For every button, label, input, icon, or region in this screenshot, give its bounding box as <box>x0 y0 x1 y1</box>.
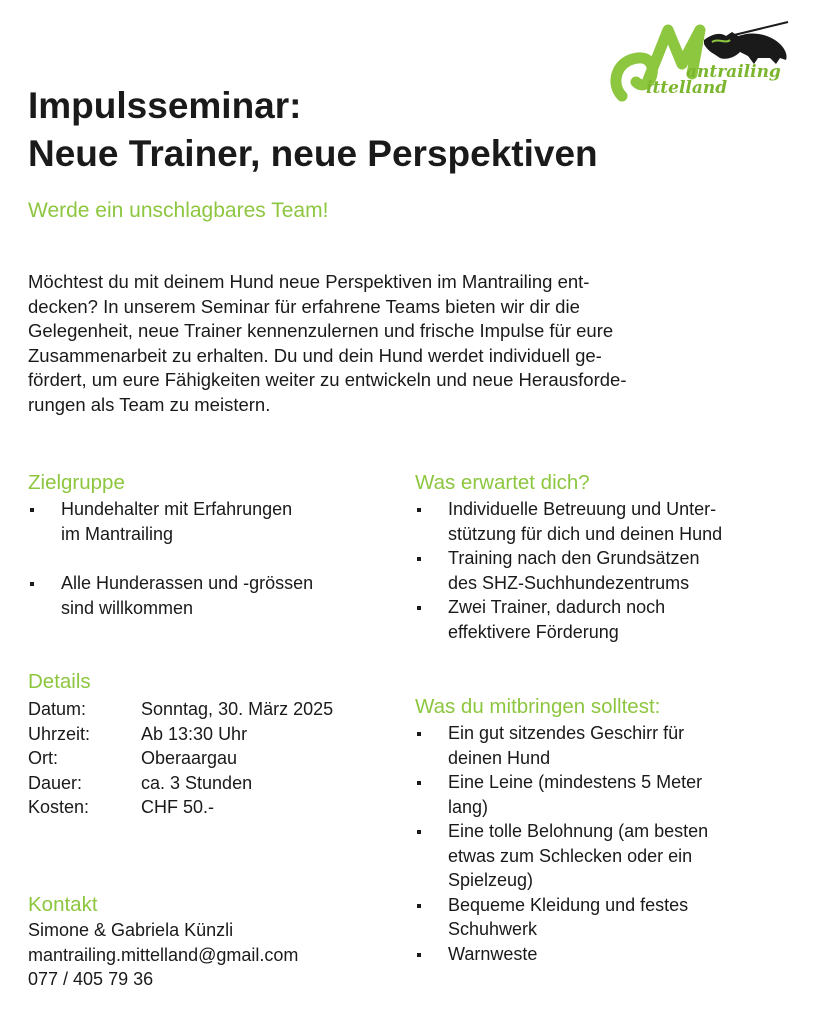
intro-line: rungen als Team zu meistern. <box>28 393 271 415</box>
details-label: Dauer: <box>28 772 83 793</box>
intro-line: Möchtest du mit deinem Hund neue Perspektiven im Mantrailing ent- <box>28 271 590 292</box>
details-heading: Details <box>28 670 91 693</box>
intro-paragraph <box>28 270 788 417</box>
details-value: Ab 13:30 Uhr <box>141 723 248 744</box>
list-item: Individuelle Betreuung und Unter- stützung für dich und deinen Hund <box>415 497 722 546</box>
details-row <box>28 771 333 796</box>
list-item: Bequeme Kleidung und festes Schuhwerk <box>415 893 708 942</box>
dog-icon <box>704 32 787 64</box>
erwartet-heading: Was erwartet dich? <box>415 471 590 494</box>
mitbringen-heading: Was du mitbringen solltest: <box>415 695 661 718</box>
details-label: Ort: <box>28 748 58 768</box>
page-title <box>28 82 598 178</box>
details-row <box>28 746 333 771</box>
details-label: Uhrzeit: <box>28 723 91 744</box>
details-row <box>28 697 333 722</box>
intro-line: decken? In unserem Seminar für erfahrene Teams bieten wir dir die <box>28 295 580 317</box>
details-value: ca. 3 Stunden <box>141 772 253 793</box>
logo-text-mantrailing: antrailing <box>686 62 781 82</box>
details-label: Datum: <box>28 699 87 719</box>
details-label: Kosten: <box>28 797 90 817</box>
details-value: CHF 50.- <box>141 797 215 817</box>
details-row <box>28 722 333 747</box>
contact-name: Simone & Gabriela Künzli <box>28 920 234 940</box>
zielgruppe-heading: Zielgruppe <box>28 471 125 494</box>
list-item: Zwei Trainer, dadurch noch effektivere Förderung <box>415 595 722 644</box>
list-item: Eine Leine (mindestens 5 Meter lang) <box>415 770 708 819</box>
contact-phone: 077 / 405 79 36 <box>28 969 154 989</box>
details-table <box>28 697 333 820</box>
details-row <box>28 795 333 820</box>
title-line-1: Impulsseminar: <box>28 85 302 126</box>
list-item: Training nach den Grundsätzen des SHZ-Suchhundezentrums <box>415 546 722 595</box>
details-value: Oberaargau <box>141 748 238 768</box>
contact-block <box>28 918 298 992</box>
list-item: Eine tolle Belohnung (am besten etwas zum Schlecken oder ein Spielzeug) <box>415 819 708 893</box>
list-item: Warnweste <box>415 942 708 967</box>
intro-line: Gelegenheit, neue Trainer kennenzulernen und frische Impulse für eure <box>28 320 614 341</box>
title-line-2: Neue Trainer, neue Perspektiven <box>28 133 598 174</box>
list-item: Hundehalter mit Erfahrungen im Mantrailing <box>28 497 313 546</box>
list-item: Ein gut sitzendes Geschirr für deinen Hund <box>415 721 708 770</box>
mitbringen-list <box>415 721 708 966</box>
list-item: Alle Hunderassen und -grössen sind willkommen <box>28 571 313 620</box>
kontakt-heading: Kontakt <box>28 893 98 916</box>
details-value: Sonntag, 30. März 2025 <box>141 699 334 719</box>
mantrailing-logo <box>608 18 804 102</box>
zielgruppe-list <box>28 497 313 620</box>
page-subtitle: Werde ein unschlagbares Team! <box>28 199 329 222</box>
contact-email-link[interactable]: mantrailing.mittelland@gmail.com <box>28 944 299 965</box>
erwartet-list <box>415 497 722 644</box>
logo-text-mittelland: ittelland <box>646 78 728 98</box>
intro-line: fördert, um eure Fähigkeiten weiter zu entwickeln und neue Herausforde- <box>28 369 627 390</box>
intro-line: Zusammenarbeit zu erhalten. Du und dein Hund werdet individuell ge- <box>28 344 602 366</box>
